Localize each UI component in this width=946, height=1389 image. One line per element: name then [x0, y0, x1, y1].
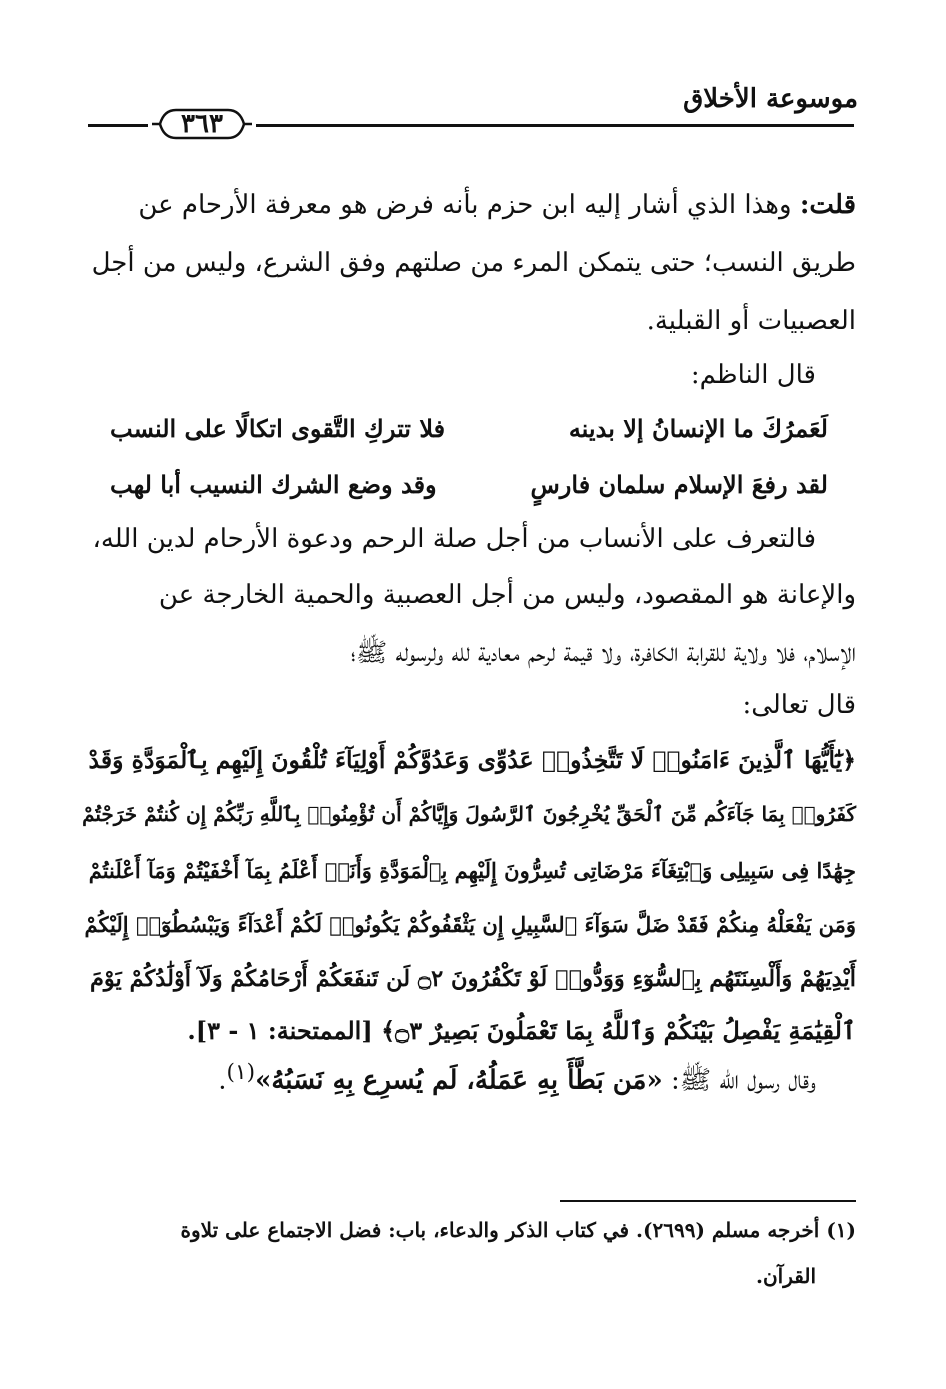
header-rule-right — [256, 124, 854, 127]
quran-line: وَمَن يَفْعَلْهُ مِنكُمْ فَقَدْ ضَلَّ سَوَآءَ ٱلسَّبِيلِ إِن يَثْقَفُوكُمْ يَكُونُوا۟ لَكُمْ أَعْدَآءً وَيَبْسُطُوٓا۟ إِلَيْكُمْ — [84, 912, 856, 937]
footnote-rule — [560, 1200, 856, 1202]
paragraph1-text1: وهذا الذي أشار إليه ابن حزم بأنه فرض هو معرفة الأرحام عن — [138, 190, 792, 220]
quran-line: أَيْدِيَهُمْ وَأَلْسِنَتَهُم بِٱلسُّوٓءِ وَوَدُّوا۟ لَوْ تَكْفُرُونَ ۝٢ لَن تَنفَعَكُمْ أَرْحَامُكُمْ وَلَآ أَوْلَٰدُكُمْ يَوْمَ — [89, 966, 856, 992]
paragraph1-line1 — [138, 190, 856, 220]
page-number: ٣٦٣ — [181, 109, 223, 139]
paragraph2-line1: فالتعرف على الأنساب من أجل صلة الرحم ودعوة الأرحام لدين الله، — [92, 524, 816, 554]
paragraph2-line2: والإعانة هو المقصود، وليس من أجل العصبية والحمية الخارجة عن — [158, 580, 856, 610]
hadith-intro: وقال رسول الله ﷺ: — [670, 1065, 816, 1096]
verse-row — [82, 470, 856, 520]
verse-row — [82, 414, 856, 464]
paragraph1-line3: العصبيات أو القبلية. — [646, 306, 856, 336]
hadith-line — [218, 1060, 816, 1102]
page-number-frame — [150, 104, 254, 144]
quran-line: جِهَٰدًا فِى سَبِيلِى وَٱبْتِغَآءَ مَرْضَاتِى تُسِرُّونَ إِلَيْهِم بِٱلْمَوَدَّةِ وَأَنَا۠ أَعْلَمُ بِمَآ أَخْفَيْتُمْ وَمَآ أَعْلَنتُمْ — [88, 858, 856, 883]
header-title: موسوعة الأخلاق — [683, 84, 858, 114]
footnote-line2: القرآن. — [755, 1264, 816, 1288]
quran-line: ﴿يَٰٓأَيُّهَا ٱلَّذِينَ ءَامَنُوا۟ لَا تَتَّخِذُوا۟ عَدُوِّى وَعَدُوَّكُمْ أَوْلِيَآءَ تُلْقُونَ إِلَيْهِم بِٱلْمَوَدَّةِ وَقَدْ — [88, 746, 856, 774]
paragraph1-line2: طريق النسب؛ حتى يتمكن المرء من صلتهم وفق الشرع، وليس من أجل — [91, 248, 856, 278]
paragraph1-lead: قلت: — [799, 190, 856, 220]
verse-hemistich-left: فلا تتركِ التَّقوى اتكالًا على النسب — [110, 414, 446, 443]
footnote-ref: (١) — [226, 1060, 256, 1085]
quran-line: ٱلْقِيَٰمَةِ يَفْصِلُ بَيْنَكُمْ وَٱللَّهُ بِمَا تَعْمَلُونَ بَصِيرٌ ۝٣﴾ [الممتحنة: ١ - ٣]. — [187, 1016, 856, 1045]
quran-line: كَفَرُوا۟ بِمَا جَآءَكُم مِّنَ ٱلْحَقِّ يُخْرِجُونَ ٱلرَّسُولَ وَإِيَّاكُمْ أَن تُؤْمِنُوا۟ بِٱللَّهِ رَبِّكُمْ إِن كُنتُمْ خَرَجْتُمْ — [82, 802, 856, 826]
verse-hemistich-left: وقد وضع الشرك النسيب أبا لهب — [110, 470, 437, 499]
poet-intro: قال الناظم: — [690, 360, 816, 390]
header-rule-left — [88, 124, 148, 127]
verse-hemistich-right: لقد رفعَ الإسلام سلمان فارسٍ — [530, 470, 828, 499]
footnote-line1: (١) أخرجه مسلم (٢٦٩٩). في كتاب الذكر والدعاء، باب: فضل الاجتماع على تلاوة — [180, 1218, 856, 1242]
paragraph2-line4: قال تعالى: — [742, 690, 856, 720]
paragraph2-line3: الإسلام، فلا ولاية للقرابة الكافرة، ولا قيمة لرحم معادية لله ولرسوله ﷺ؛ — [350, 638, 856, 668]
hadith-end: . — [218, 1065, 227, 1096]
verse-hemistich-right: لَعَمرُكَ ما الإنسانُ إلا بدينه — [568, 414, 828, 443]
hadith-text: «مَن بَطَّأَ بِهِ عَمَلُهُ، لَم يُسرِع بِهِ نَسَبُهُ» — [255, 1065, 663, 1096]
